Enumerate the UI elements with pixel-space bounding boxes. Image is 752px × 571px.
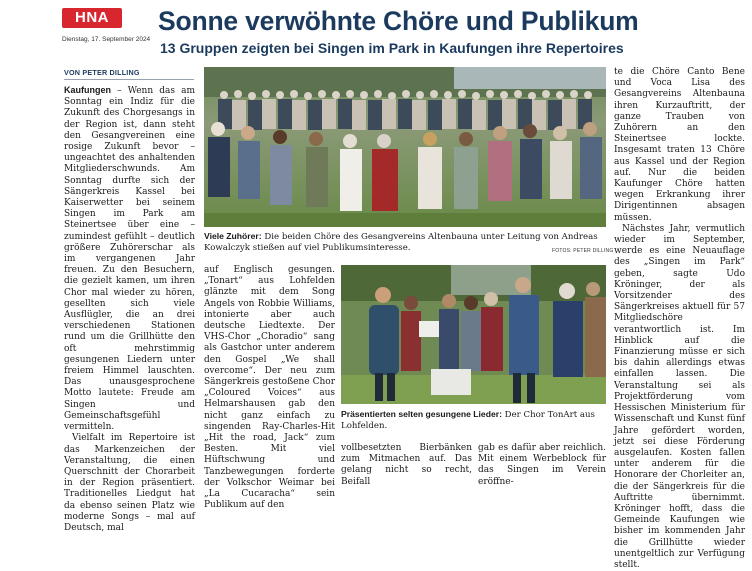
photo-credit: FOTOS: PETER DILLING	[552, 248, 614, 254]
byline: VON PETER DILLING	[64, 68, 140, 77]
issue-date: Dienstag, 17. September 2024	[62, 36, 151, 43]
photo-choir-audience-caption	[204, 231, 606, 254]
col5-paragraph-2: Nächstes Jahr, vermutlich wieder im September, werde es eine Neuauflage des „Singen im Park“ geben, sagte Udo Kröninger, der als Vorsitzender des Sängerkreises aktuell für 57 Mitgliedschöre verantwortlich ist. Im Hinblick auf die Finanzierung müsse er sich bis dahin allerdings etwas einfallen lassen. Die Veranstaltung sei als Projektförderung vom Hessischen Ministerium für Wissenschaft und Kunst fünf Jahre gefördert worden, jetzt sei diese Förderung ausgelaufen. Kosten fallen unter anderem für die Honorare der Chorleiter an, die der Sängerkreis für die Auftritte übernimmt. Kröninger hofft, dass die Gemeinde Kaufungen wie bisher im kommenden Jahr die Grillhütte wieder unentgeltlich zur Verfügung stellt.	[614, 223, 745, 570]
photo-choir-tonart	[341, 265, 606, 404]
photo-choir-audience-image	[204, 67, 606, 227]
col5-paragraph-1: te die Chöre Canto Bene und Voca Lisa des Gesangvereins Altenbauna ihren Kurzauftritt, der ganze Trauben von Zuhörern an den Steinertsee lockte. Insgesamt traten 13 Chöre aus Kassel und der Region auf. Nur die beiden Kaufunger Chöre hatten wegen Erkrankung ihrer Dirigentinnen absagen müssen.	[614, 67, 745, 223]
photo-choir-tonart-image	[341, 265, 606, 404]
headline: Sonne verwöhnte Chöre und Publikum	[158, 6, 639, 36]
col2-paragraph: auf Englisch gesungen. „Tonart“ aus Lohfelden glänzte mit dem Song Angels von Robbie Williams, intonierte aber auch deutsche Liedtexte. Der VHS-Chor „Choradio“ sang als Gastchor unter anderem den Gospel „We shall overcome“. Der neu zum Sängerkreis gestoßene Chor „Coloured Voices“ aus Helmarshausen gab den nicht ganz einfach zu singenden Ray-Charles-Hit „Hit the road, Jack“ zum Besten. Mit viel Hüftschwung und Tanzbewegungen forderte der Volkschor Weimar bei „La Cucaracha“ sein Publikum auf den	[204, 265, 335, 511]
caption2-lead: Präsentierten selten gesungene Lieder:	[341, 409, 502, 419]
col1-text-1: – Wenn das am Sonntag ein Indiz für die Zukunft des Chorgesangs in der Region ist, dann steht den Gesangvereinen eine rosige Zukunft bevor – ungeachtet des anhaltenden Mitgliederschwunds. Am Sonntag durfte sich der Sängerkreis Kassel bei Kaiserwetter bei seinem Singen im Park am Steinertsee über eine – zumindest gefühlt – deutlich größere Zuhörerschar als im vergangenen Jahr freuen. Zu den Besuchern, die gezielt kamen, um ihren Chor mal wieder zu hören, gesellten sich viele Ausflügler, die an drei verschiedenen Stationen rund um die Grillhütte den oft mehrstimmig gesungenen Liedern unter freiem Himmel lauschten. Das unausgesprochene Motto lautete: Freude am Singen und Gemeinschaftsgefühl vermitteln.	[64, 86, 195, 433]
hna-logo	[62, 8, 122, 28]
caption2-text: Der Chor TonArt aus Lohfelden.	[341, 410, 595, 431]
col4-paragraph: gab es dafür aber reichlich. Mit einem Werbeblock für das Singen im Verein eröffne-	[478, 443, 606, 487]
dateline: Kaufungen	[64, 85, 111, 95]
article-column-2	[204, 265, 335, 511]
logo-text: HNA	[75, 9, 109, 26]
caption1-text: Die beiden Chöre des Gesangvereins Altenbauna unter Leitung von Andreas Kowalczyk stießen auf viel Publikumsinteresse.	[204, 232, 598, 253]
caption1-lead: Viele Zuhörer:	[204, 231, 262, 241]
photo-choir-audience	[204, 67, 606, 227]
col1-paragraph-1	[64, 85, 195, 433]
article-column-1	[64, 85, 195, 533]
col3-paragraph: vollbesetzten Bierbänken zum Mitmachen auf. Das gelang nicht so recht, Beifall	[341, 443, 472, 487]
col1-paragraph-2: Vielfalt im Repertoire ist das Markenzeichen der Veranstaltung, die einen Querschnitt der Chorarbeit in der Region präsentiert. Traditionelles Liedgut hat da ebenso seinen Platz wie moderne Songs – mal auf Deutsch, mal	[64, 433, 195, 533]
article-column-3	[341, 443, 472, 487]
photo-choir-tonart-caption	[341, 409, 606, 432]
subheadline: 13 Gruppen zeigten bei Singen im Park in Kaufungen ihre Repertoires	[160, 40, 624, 56]
article-column-5	[614, 67, 745, 570]
article-column-4	[478, 443, 606, 487]
byline-divider	[64, 79, 194, 80]
